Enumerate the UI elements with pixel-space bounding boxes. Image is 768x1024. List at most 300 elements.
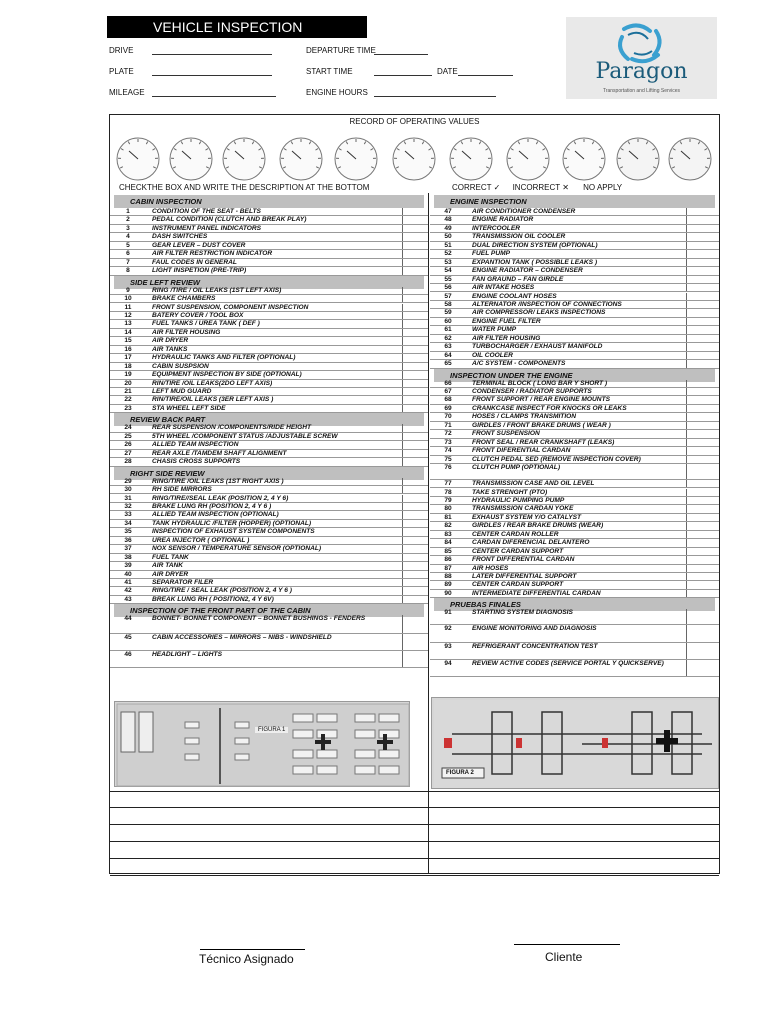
item-number: 8 xyxy=(126,267,130,275)
check-box[interactable] xyxy=(686,548,719,556)
check-box[interactable] xyxy=(402,320,428,328)
item-description: WATER PUMP xyxy=(472,326,517,334)
checklist-item xyxy=(110,304,428,312)
check-box[interactable] xyxy=(402,346,428,354)
departure-time-field[interactable] xyxy=(374,54,428,55)
item-description: REFRIGERANT CONCENTRATION TEST xyxy=(472,643,598,651)
check-box[interactable] xyxy=(402,304,428,312)
item-number: 24 xyxy=(124,424,132,432)
item-description: ENGINE COOLANT HOSES xyxy=(472,292,557,300)
check-box[interactable] xyxy=(686,318,719,326)
check-box[interactable] xyxy=(686,430,719,438)
check-box[interactable] xyxy=(402,495,428,503)
check-box[interactable] xyxy=(686,413,719,421)
check-box[interactable] xyxy=(686,573,719,581)
check-box[interactable] xyxy=(686,216,719,224)
checklist-item xyxy=(430,216,719,224)
checklist-item xyxy=(430,293,719,301)
checklist-item xyxy=(430,267,719,275)
item-number: 43 xyxy=(124,595,132,603)
item-description: TERMINAL BLOCK ( LONG BAR Y SHORT ) xyxy=(472,379,608,387)
section-header: INSPECTION UNDER THE ENGINE xyxy=(434,369,715,382)
figure-1-drawing xyxy=(115,702,411,788)
checklist-item xyxy=(110,208,428,216)
checklist-item xyxy=(110,346,428,354)
item-description: HYDRAULIC PUMPING PUMP xyxy=(472,496,565,504)
legend xyxy=(452,183,622,192)
check-box[interactable] xyxy=(402,295,428,303)
checklist-item xyxy=(110,651,428,668)
checklist-item xyxy=(110,216,428,224)
checklist-item xyxy=(430,396,719,404)
notes-row[interactable] xyxy=(110,825,719,842)
item-description: DUAL DIRECTION SYSTEM (OPTIONAL) xyxy=(472,241,598,249)
notes-row[interactable] xyxy=(110,808,719,825)
check-box[interactable] xyxy=(402,405,428,413)
item-number: 82 xyxy=(444,522,452,530)
item-number: 90 xyxy=(444,589,452,597)
gauge-icon xyxy=(280,138,322,180)
item-number: 7 xyxy=(126,258,130,266)
item-description: AIR INTAKE HOSES xyxy=(472,284,535,292)
check-box[interactable] xyxy=(686,480,719,488)
plate-field[interactable] xyxy=(152,75,272,76)
form-title: VEHICLE INSPECTION xyxy=(107,16,367,38)
check-box[interactable] xyxy=(402,441,428,449)
checklist-item xyxy=(430,505,719,513)
item-description: LATER DIFFERENTIAL SUPPORT xyxy=(472,573,577,580)
checklist-item xyxy=(430,609,719,625)
item-number: 51 xyxy=(444,241,452,249)
item-number: 71 xyxy=(444,421,452,429)
check-box[interactable] xyxy=(686,250,719,258)
item-description: CENTER CARDAN SUPPORT xyxy=(472,547,564,555)
checklist-item xyxy=(430,388,719,396)
check-box[interactable] xyxy=(686,531,719,539)
item-description: PEDAL CONDITION (CLUTCH AND BREAK PLAY) xyxy=(152,216,307,224)
check-box[interactable] xyxy=(686,405,719,413)
item-description: A/C SYSTEM - COMPONENTS xyxy=(472,360,566,368)
logo-name: Paragon xyxy=(595,59,688,84)
item-number: 17 xyxy=(124,354,132,362)
date-field[interactable] xyxy=(458,75,513,76)
check-box[interactable] xyxy=(402,371,428,379)
checklist-item xyxy=(430,556,719,564)
item-number: 20 xyxy=(124,379,132,387)
check-box[interactable] xyxy=(686,439,719,447)
item-number: 58 xyxy=(444,300,452,308)
check-box[interactable] xyxy=(686,609,719,625)
item-number: 30 xyxy=(124,486,132,494)
check-box[interactable] xyxy=(686,388,719,396)
checklist-item xyxy=(110,405,428,413)
checklist-item xyxy=(110,562,428,570)
item-number: 1 xyxy=(126,208,130,215)
checklist-item xyxy=(110,371,428,379)
item-description: INSTRUMENT PANEL INDICATORS xyxy=(152,224,262,232)
item-description: OIL COOLER xyxy=(472,351,513,359)
item-description: FRONT DIFERENTIAL CARDAN xyxy=(472,447,571,455)
engine-hours-label: ENGINE HOURS xyxy=(306,88,368,97)
check-box[interactable] xyxy=(402,337,428,345)
item-number: 72 xyxy=(444,430,452,438)
section-header: INSPECTION OF THE FRONT PART OF THE CABIN xyxy=(114,604,424,617)
item-number: 21 xyxy=(124,388,132,395)
item-number: 12 xyxy=(124,311,132,319)
check-box[interactable] xyxy=(686,352,719,360)
item-description: AIR FILTER HOUSING xyxy=(472,334,541,342)
checklist-item xyxy=(430,539,719,547)
check-box[interactable] xyxy=(686,539,719,547)
item-number: 61 xyxy=(444,326,452,334)
checklist-item xyxy=(110,596,428,604)
checklist-item xyxy=(110,312,428,320)
check-box[interactable] xyxy=(402,478,428,486)
item-number: 88 xyxy=(444,573,452,580)
item-description: CARDAN DIFERENCIAL DELANTERO xyxy=(472,539,590,547)
item-number: 15 xyxy=(124,337,132,345)
check-box[interactable] xyxy=(402,216,428,224)
check-box[interactable] xyxy=(402,486,428,494)
item-description: HOSES / CLAMPS TRANSMITION xyxy=(472,413,577,421)
start-time-field[interactable] xyxy=(374,75,432,76)
checklist-item xyxy=(430,405,719,413)
item-number: 40 xyxy=(124,570,132,578)
record-title: RECORD OF OPERATING VALUES xyxy=(349,117,480,126)
check-box[interactable] xyxy=(402,396,428,404)
item-description: UREA INJECTOR ( OPTIONAL ) xyxy=(152,536,250,544)
check-box[interactable] xyxy=(402,267,428,275)
check-box[interactable] xyxy=(686,447,719,455)
check-box[interactable] xyxy=(686,309,719,317)
check-box[interactable] xyxy=(402,651,428,668)
item-description: CENTER CARDAN ROLLER xyxy=(472,530,559,538)
check-box[interactable] xyxy=(686,242,719,250)
check-box[interactable] xyxy=(402,545,428,553)
item-description: BRAKE CHAMBERS xyxy=(152,295,216,303)
checklist-item xyxy=(430,430,719,438)
check-box[interactable] xyxy=(402,259,428,267)
check-box[interactable] xyxy=(686,514,719,522)
checklist-item xyxy=(110,495,428,503)
checklist-item xyxy=(110,363,428,371)
item-description: CLUTCH PUMP (OPTIONAL) xyxy=(472,464,561,472)
item-number: 91 xyxy=(444,609,452,617)
section-header: REVIEW BACK PART xyxy=(114,413,424,426)
start-time-label: START TIME xyxy=(306,67,353,76)
item-number: 67 xyxy=(444,388,452,395)
check-box[interactable] xyxy=(402,312,428,320)
technician-signature-line[interactable] xyxy=(200,949,305,950)
check-box[interactable] xyxy=(402,242,428,250)
check-box[interactable] xyxy=(686,335,719,343)
check-box[interactable] xyxy=(686,489,719,497)
item-number: 66 xyxy=(444,379,452,387)
check-box[interactable] xyxy=(686,208,719,216)
check-box[interactable] xyxy=(402,354,428,362)
checklist-item xyxy=(430,548,719,556)
check-box[interactable] xyxy=(402,380,428,388)
check-box[interactable] xyxy=(402,250,428,258)
check-box[interactable] xyxy=(402,634,428,651)
item-description: SEPARATOR FILER xyxy=(152,579,214,586)
date-label: DATE xyxy=(437,67,458,76)
item-description: AIR COMPRESSOR/ LEAKS INSPECTIONS xyxy=(472,309,606,317)
item-description: TURBOCHARGER / EXHAUST MANIFOLD xyxy=(472,343,603,351)
item-description: LIGHT INSPETION (PRE-TRIP) xyxy=(152,267,247,275)
check-box[interactable] xyxy=(686,464,719,480)
item-description: INTERCOOLER xyxy=(472,224,520,232)
item-description: BREAK LUNG RH ( POSITION2, 4 Y 6V) xyxy=(152,595,274,603)
checklist-item xyxy=(110,571,428,579)
item-description: AIR DRYER xyxy=(152,570,189,578)
item-description: GIRDLES / FRONT BRAKE DRUMS ( WEAR ) xyxy=(472,421,611,429)
checklist-item xyxy=(430,464,719,480)
checklist-item xyxy=(110,486,428,494)
check-box[interactable] xyxy=(686,276,719,284)
check-box[interactable] xyxy=(402,329,428,337)
checklist-item xyxy=(110,287,428,295)
checklist-item xyxy=(430,335,719,343)
item-description: STARTING SYSTEM DIAGNOSIS xyxy=(472,609,573,617)
item-description: GIRDLES / REAR BRAKE DRUMS (WEAR) xyxy=(472,522,604,530)
item-number: 64 xyxy=(444,351,452,359)
check-box[interactable] xyxy=(402,208,428,216)
check-box[interactable] xyxy=(686,643,719,660)
plate-label: PLATE xyxy=(109,67,134,76)
checklist-item xyxy=(110,250,428,258)
inspection-form xyxy=(109,114,720,874)
item-number: 36 xyxy=(124,536,132,544)
gauge-icon xyxy=(563,138,605,180)
item-description: ENGINE RADIATOR xyxy=(472,216,534,224)
checklist-item xyxy=(110,295,428,303)
item-description: TANK HYDRAULIC /FILTER (HOPPER) (OPTIONAL) xyxy=(152,519,312,527)
item-number: 27 xyxy=(124,449,132,457)
legend-no-apply: NO APPLY xyxy=(583,183,623,192)
section-header: ENGINE INSPECTION xyxy=(434,195,715,208)
item-description: REAR AXLE /TAMDEM SHAFT ALIGNMENT xyxy=(152,449,287,457)
check-box[interactable] xyxy=(686,565,719,573)
check-box[interactable] xyxy=(686,343,719,351)
item-description: FUEL PUMP xyxy=(472,250,510,258)
item-number: 47 xyxy=(444,208,452,215)
item-number: 4 xyxy=(126,233,130,241)
mileage-field[interactable] xyxy=(152,96,276,97)
notes-row[interactable] xyxy=(110,842,719,859)
notes-row[interactable] xyxy=(110,791,719,808)
section-header: CABIN INSPECTION xyxy=(114,195,424,208)
item-description: INSPECTION OF EXHAUST SYSTEM COMPONENTS xyxy=(152,528,315,536)
item-number: 10 xyxy=(124,295,132,303)
item-description: FAN GRAUND – FAN GIRDLE xyxy=(472,275,564,283)
check-box[interactable] xyxy=(402,424,428,432)
check-box[interactable] xyxy=(402,433,428,441)
item-number: 46 xyxy=(124,651,132,659)
check-box[interactable] xyxy=(686,225,719,233)
item-number: 39 xyxy=(124,562,132,570)
check-box[interactable] xyxy=(686,301,719,309)
item-number: 84 xyxy=(444,539,452,547)
item-number: 63 xyxy=(444,343,452,351)
item-number: 11 xyxy=(124,303,132,311)
checklist-item xyxy=(110,587,428,595)
checklist-item xyxy=(110,433,428,441)
gauge-icon xyxy=(170,138,212,180)
check-box[interactable] xyxy=(402,503,428,511)
item-description: ALTERNATOR /INSPECTION OF CONNECTIONS xyxy=(472,300,622,308)
item-description: DASH SWITCHES xyxy=(152,233,208,241)
check-box[interactable] xyxy=(402,554,428,562)
item-number: 48 xyxy=(444,216,452,224)
mileage-label: MILEAGE xyxy=(109,88,145,97)
checklist-item xyxy=(430,225,719,233)
item-number: 25 xyxy=(124,432,132,440)
check-box[interactable] xyxy=(402,225,428,233)
item-description: CHASIS CROSS SUPPORTS xyxy=(152,458,241,466)
item-description: REAR SUSPENSION /COMPONENTS/RIDE HEIGHT xyxy=(152,424,312,432)
check-box[interactable] xyxy=(402,579,428,587)
checklist-item xyxy=(110,441,428,449)
item-number: 13 xyxy=(124,320,132,328)
item-description: FRONT SEAL / REAR CRANKSHAFT (LEAKS) xyxy=(472,438,615,446)
item-number: 45 xyxy=(124,634,132,642)
check-box[interactable] xyxy=(686,284,719,292)
notes-row[interactable] xyxy=(110,859,719,876)
check-box[interactable] xyxy=(402,562,428,570)
check-box[interactable] xyxy=(402,571,428,579)
check-box[interactable] xyxy=(402,458,428,466)
check-box[interactable] xyxy=(686,267,719,275)
item-number: 73 xyxy=(444,438,452,446)
item-description: BRAKE LUNG RH (POSITION 2, 4 Y 6 ) xyxy=(152,502,272,510)
checklist-item xyxy=(110,337,428,345)
item-number: 16 xyxy=(124,345,132,353)
checklist-item xyxy=(110,242,428,250)
check-box[interactable] xyxy=(402,615,428,634)
checklist-item xyxy=(110,380,428,388)
checklist-item xyxy=(110,478,428,486)
item-number: 14 xyxy=(124,328,132,336)
figure-2-drawing xyxy=(432,698,720,790)
item-number: 56 xyxy=(444,284,452,292)
item-description: RIN/TIRE /OIL LEAKS(2DO LEFT AXIS) xyxy=(152,379,273,387)
check-box[interactable] xyxy=(686,422,719,430)
item-description: RING/TIRE / SEAL LEAK (POSITION 2, 4 Y 6 ) xyxy=(152,587,292,595)
item-number: 70 xyxy=(444,413,452,421)
check-box[interactable] xyxy=(402,537,428,545)
check-box[interactable] xyxy=(686,505,719,513)
check-box[interactable] xyxy=(402,587,428,595)
check-box[interactable] xyxy=(402,511,428,519)
check-box[interactable] xyxy=(686,625,719,643)
check-box[interactable] xyxy=(402,450,428,458)
check-box[interactable] xyxy=(686,396,719,404)
item-number: 78 xyxy=(444,488,452,496)
check-box[interactable] xyxy=(686,326,719,334)
item-description: EQUIPMENT INSPECTION BY SIDE (OPTIONAL) xyxy=(152,371,302,379)
item-description: ALLIED TEAM INSPECTION xyxy=(152,441,239,449)
drive-field[interactable] xyxy=(152,54,272,55)
item-number: 28 xyxy=(124,458,132,466)
item-number: 60 xyxy=(444,317,452,325)
item-description: INTERMEDIATE DIFFERENTIAL CARDAN xyxy=(472,589,601,597)
item-description: RIN/TIRE/OIL LEAKS (3ER LEFT AXIS ) xyxy=(152,396,274,404)
check-box[interactable] xyxy=(402,520,428,528)
instructions: CHECKTHE BOX AND WRITE THE DESCRIPTION AT THE BOTTOM xyxy=(119,183,370,192)
checklist-item xyxy=(110,503,428,511)
item-description: LEFT MUD GUARD xyxy=(152,388,212,395)
check-box[interactable] xyxy=(686,556,719,564)
check-box[interactable] xyxy=(686,497,719,505)
checklist-item xyxy=(430,284,719,292)
item-description: EXPANTION TANK ( POSSIBLE LEAKS ) xyxy=(472,258,598,266)
checklist-item xyxy=(110,528,428,536)
check-box[interactable] xyxy=(686,522,719,530)
item-number: 75 xyxy=(444,455,452,463)
item-number: 57 xyxy=(444,292,452,300)
checklist-item xyxy=(430,497,719,505)
check-box[interactable] xyxy=(686,581,719,589)
item-number: 38 xyxy=(124,553,132,561)
column-divider xyxy=(428,193,429,873)
check-box[interactable] xyxy=(686,380,719,388)
item-description: CLUTCH PEDAL SED (REMOVE INSPECTION COVER) xyxy=(472,455,641,463)
item-description: TRANSMISSION OIL COOLER xyxy=(472,233,566,241)
item-description: TRANSMISSION CARDAN YOKE xyxy=(472,505,574,513)
checklist-item xyxy=(430,380,719,388)
legend-incorrect: INCORRECT ✕ xyxy=(512,183,569,192)
item-description: FRONT DIFFERENTIAL CARDAN xyxy=(472,556,575,564)
check-box[interactable] xyxy=(686,660,719,677)
check-box[interactable] xyxy=(686,259,719,267)
item-description: FRONT SUSPENSION xyxy=(472,430,540,438)
check-box[interactable] xyxy=(402,233,428,241)
item-description: STA WHEEL LEFT SIDE xyxy=(152,404,226,412)
checklist-item xyxy=(110,233,428,241)
checklist-item xyxy=(430,208,719,216)
check-box[interactable] xyxy=(686,293,719,301)
checklist-item xyxy=(430,326,719,334)
item-number: 37 xyxy=(124,545,132,553)
checklist-item xyxy=(430,439,719,447)
checklist-item xyxy=(430,309,719,317)
item-description: AIR TANK xyxy=(152,562,184,570)
check-box[interactable] xyxy=(686,360,719,368)
item-description: CONDENSER / RADIATOR SUPPORTS xyxy=(472,388,592,395)
item-number: 5 xyxy=(126,241,130,249)
check-box[interactable] xyxy=(686,233,719,241)
check-box[interactable] xyxy=(402,363,428,371)
item-number: 19 xyxy=(124,371,132,379)
check-box[interactable] xyxy=(686,590,719,598)
item-number: 85 xyxy=(444,547,452,555)
item-number: 77 xyxy=(444,480,452,488)
check-box[interactable] xyxy=(686,456,719,464)
checklist-item xyxy=(430,643,719,660)
check-box[interactable] xyxy=(402,287,428,295)
item-number: 80 xyxy=(444,505,452,513)
check-box[interactable] xyxy=(402,388,428,396)
check-box[interactable] xyxy=(402,528,428,536)
item-description: AIR CONDITIONER CONDENSER xyxy=(472,208,576,215)
item-number: 9 xyxy=(126,286,130,294)
engine-hours-field[interactable] xyxy=(374,96,496,97)
checklist-item xyxy=(110,320,428,328)
item-description: FRONT SUSPENSION, COMPONENT INSPECTION xyxy=(152,303,309,311)
check-box[interactable] xyxy=(402,596,428,604)
client-signature-line[interactable] xyxy=(514,944,620,945)
